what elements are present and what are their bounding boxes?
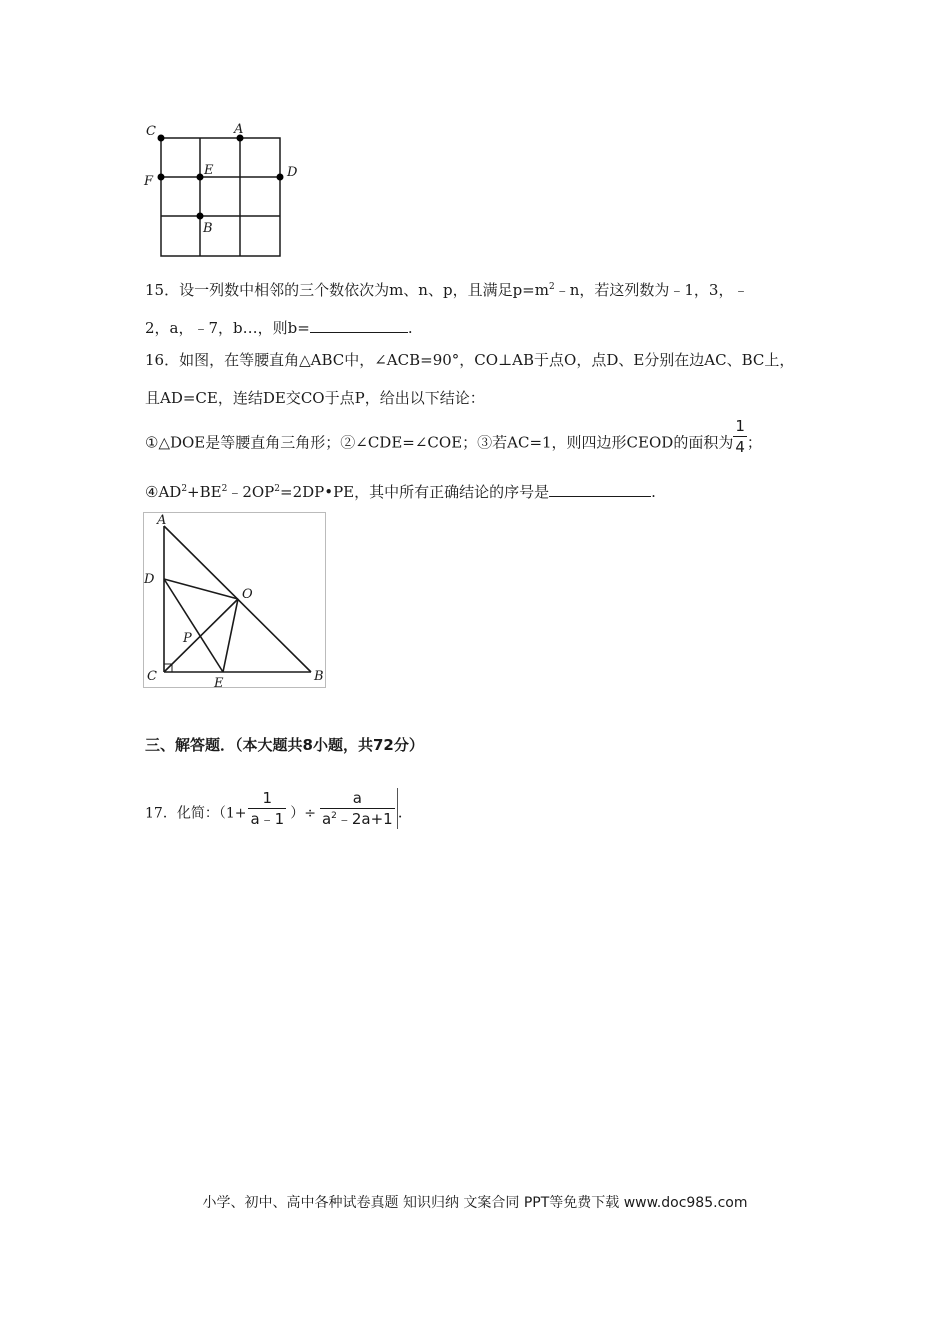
q16-fraction xyxy=(733,416,747,457)
q16-sup1: 2 xyxy=(181,484,188,494)
q16-sup2: 2 xyxy=(221,484,228,494)
grid-label-E: E xyxy=(204,163,214,178)
page-footer: 小学、初中、高中各种试卷真题 知识归纳 文案合同 PPT等免费下载 www.doc985.com xyxy=(202,1195,748,1211)
q16-line4 xyxy=(145,482,656,502)
q17-label: 17．化简：（1+ xyxy=(145,805,247,822)
q16-text-2: 且AD=CE，连结DE交CO于点P，给出以下结论： xyxy=(145,389,485,407)
q16-text-4d: =2DP•PE，其中所有正确结论的序号是 xyxy=(280,483,550,501)
q16-text-3b: ； xyxy=(746,433,762,452)
tri-label-A: A xyxy=(157,513,167,528)
q15-sup: 2 xyxy=(548,282,555,292)
section3-heading: 三、解答题．（本大题共8小题，共72分） xyxy=(145,736,424,754)
q15-line2 xyxy=(145,318,413,338)
grid-label-D: D xyxy=(287,165,298,180)
q17-frac2-den-b: ﹣2a+1 xyxy=(336,810,393,828)
q15-answer-blank[interactable] xyxy=(310,318,408,333)
q17-tail: . xyxy=(397,803,403,822)
q16-sup3: 2 xyxy=(274,484,280,494)
grid-point-D xyxy=(277,174,284,181)
tri-label-P: P xyxy=(183,631,192,646)
grid-point-C xyxy=(158,135,165,142)
q16-text-4c: ﹣2OP xyxy=(227,483,275,501)
q16-answer-blank[interactable] xyxy=(549,482,651,497)
q17-frac2 xyxy=(320,788,398,829)
grid-label-F: F xyxy=(144,174,154,189)
tri-label-E: E xyxy=(214,676,224,690)
q16-text-4b: +BE xyxy=(187,483,222,501)
q15-line1 xyxy=(145,280,748,300)
q16-text-3: ①△DOE是等腰直角三角形；②∠CDE=∠COE；③若AC=1，则四边形CEOD的面积为 xyxy=(145,433,734,452)
grid-point-B xyxy=(197,213,204,220)
grid-label-C: C xyxy=(146,124,156,139)
q16-text-4a: ④AD xyxy=(145,483,182,501)
q15-text-c: 2，a，﹣7，b…，则b= xyxy=(145,319,310,337)
q16-text-4e: . xyxy=(651,483,656,501)
tri-label-O: O xyxy=(242,587,253,602)
q17-frac2-den-sup: 2 xyxy=(331,811,337,821)
q16-text-1: 16．如图，在等腰直角△ABC中，∠ACB=90°，CO⊥AB于点O，点D、E分别在边AC、BC上， xyxy=(145,351,795,369)
grid-point-E xyxy=(197,174,204,181)
grid-label-B: B xyxy=(203,221,213,236)
q16-line3 xyxy=(145,417,762,457)
q17-frac1-num: 1 xyxy=(248,788,286,809)
triangle-figure xyxy=(143,512,328,690)
q15-text-b: ﹣n，若这列数为﹣1，3，﹣ xyxy=(554,281,749,299)
q15-text-a: 15．设一列数中相邻的三个数依次为m、n、p，且满足p=m xyxy=(145,281,549,299)
q16-frac-num: 1 xyxy=(735,417,745,435)
q16-line1 xyxy=(145,350,794,370)
tri-label-C: C xyxy=(147,669,157,684)
tri-label-D: D xyxy=(144,572,155,587)
tri-label-B: B xyxy=(314,669,324,684)
grid-figure xyxy=(138,118,308,263)
q17-frac2-den-a: a xyxy=(321,810,332,828)
q17-frac2-num: a xyxy=(320,788,395,809)
q17-frac1 xyxy=(248,788,286,829)
q17-frac1-den: a﹣1 xyxy=(250,810,285,828)
grid-point-F xyxy=(158,174,165,181)
q17-frac2-den xyxy=(320,809,395,829)
grid-label-A: A xyxy=(234,122,244,137)
q15-text-d: . xyxy=(407,319,413,337)
q16-line2 xyxy=(145,388,485,408)
q17-mid: ）÷ xyxy=(290,805,316,822)
q16-frac-den: 4 xyxy=(735,438,745,456)
q17-line xyxy=(145,789,403,829)
